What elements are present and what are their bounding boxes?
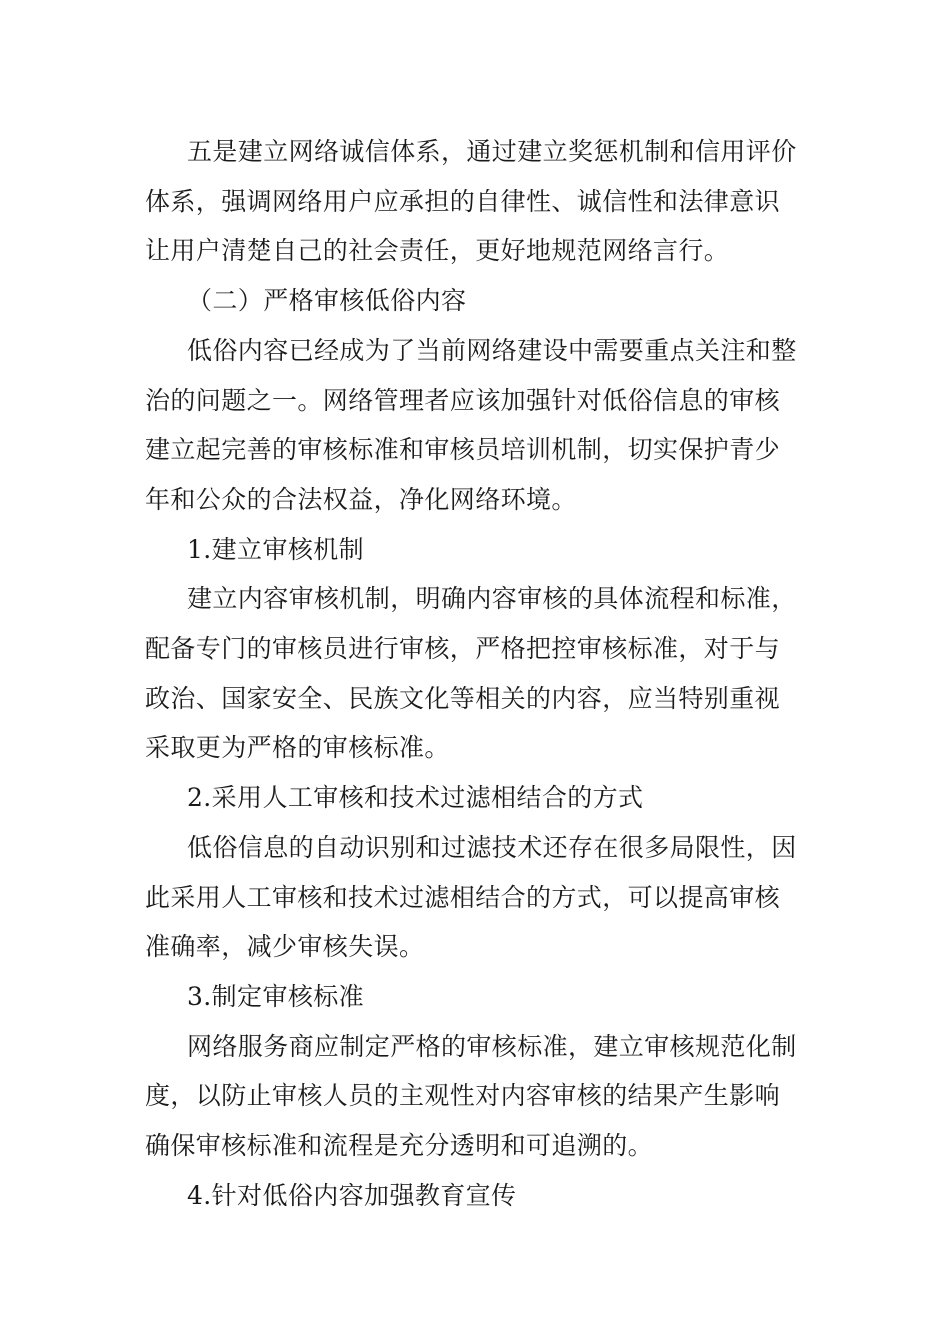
text-line: 网络服务商应制定严格的审核标准，建立审核规范化制	[187, 1031, 797, 1061]
text-line: 此采用人工审核和技术过滤相结合的方式，可以提高审核	[145, 882, 781, 912]
text-line: 准确率，减少审核失误。	[145, 932, 425, 962]
body-paragraph	[145, 1022, 815, 1171]
text-line: 4.针对低俗内容加强教育宣传	[187, 1180, 517, 1210]
text-line: 度，以防止审核人员的主观性对内容审核的结果产生影响	[145, 1081, 781, 1111]
section-heading	[145, 276, 815, 326]
document-body	[145, 127, 815, 1220]
section-heading	[145, 773, 815, 823]
section-heading	[145, 972, 815, 1022]
body-paragraph	[145, 326, 815, 525]
text-line: 治的问题之一。网络管理者应该加强针对低俗信息的审核	[145, 385, 781, 415]
text-line: 建立起完善的审核标准和审核员培训机制，切实保护青少	[145, 435, 781, 465]
text-line: （二）严格审核低俗内容	[187, 286, 467, 316]
text-line: 建立内容审核机制，明确内容审核的具体流程和标准，	[187, 584, 797, 614]
text-line: 政治、国家安全、民族文化等相关的内容，应当特别重视	[145, 683, 781, 713]
text-line: 3.制定审核标准	[187, 981, 365, 1011]
text-line: 让用户清楚自己的社会责任，更好地规范网络言行。	[145, 236, 730, 266]
text-line: 低俗内容已经成为了当前网络建设中需要重点关注和整	[187, 335, 797, 365]
text-line: 2.采用人工审核和技术过滤相结合的方式	[187, 783, 644, 813]
text-line: 年和公众的合法权益，净化网络环境。	[145, 484, 577, 514]
text-line: 体系，强调网络用户应承担的自律性、诚信性和法律意识	[145, 186, 781, 216]
body-paragraph	[145, 127, 815, 276]
section-heading	[145, 525, 815, 575]
body-paragraph	[145, 823, 815, 972]
text-line: 采取更为严格的审核标准。	[145, 733, 450, 763]
section-heading	[145, 1171, 815, 1221]
text-line: 五是建立网络诚信体系，通过建立奖惩机制和信用评价	[187, 137, 797, 166]
text-line: 1.建立审核机制	[187, 534, 365, 564]
text-line: 低俗信息的自动识别和过滤技术还存在很多局限性，因	[187, 832, 797, 862]
body-paragraph	[145, 574, 815, 773]
text-line: 确保审核标准和流程是充分透明和可追溯的。	[145, 1131, 654, 1161]
text-line: 配备专门的审核员进行审核，严格把控审核标准，对于与	[145, 634, 781, 664]
